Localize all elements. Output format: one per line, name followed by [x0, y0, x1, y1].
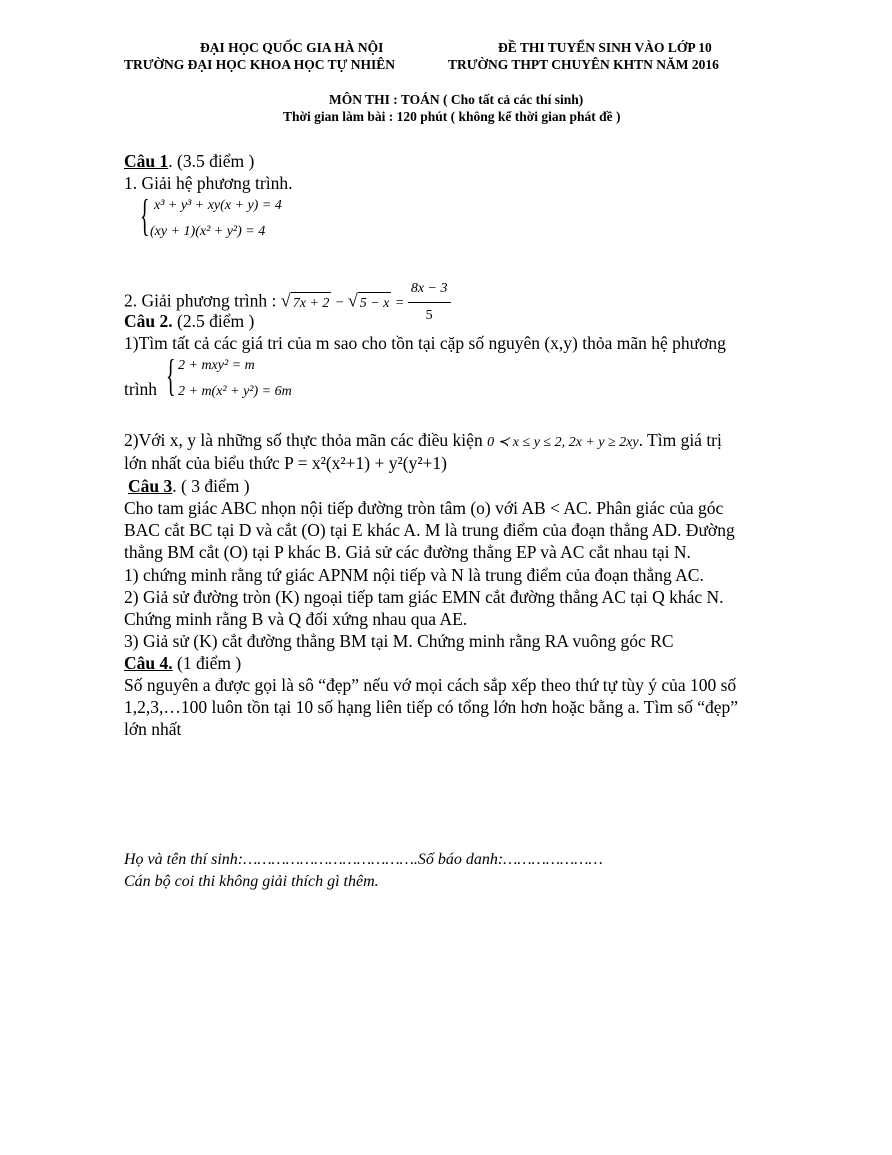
cau2-q2-condition: 0 ≺ x ≤ y ≤ 2, 2x + y ≥ 2xy [487, 435, 639, 450]
cau1-eq2: (xy + 1)(x² + y²) = 4 [150, 224, 266, 239]
cau3-line7: 3) Giả sử (K) cắt đường thẳng BM tại M. Chứng minh rằng RA vuông góc RC [124, 631, 674, 651]
cau3-line4: 1) chứng minh rằng tứ giác APNM nội tiếp và N là trung điểm của đoạn thẳng AC. [124, 565, 704, 585]
cau2-q1-line2: trình [124, 379, 158, 399]
cau1-system [140, 191, 340, 244]
cau2-title: Câu 2. [124, 311, 173, 331]
cau2-q2-line1 [124, 429, 722, 454]
header-school: TRƯỜNG THPT CHUYÊN KHTN NĂM 2016 [448, 57, 719, 72]
cau1-sqrt2: 5 − x [358, 292, 392, 315]
cau3-line3: thẳng BM cắt (O) tại P khác B. Giả sử các đường thẳng EP và AC cắt nhau tại N. [124, 542, 691, 562]
cau1-points: . (3.5 điểm ) [168, 151, 255, 171]
cau2-q2-text-a: 2)Với x, y là những số thực thỏa mãn các điều kiện [124, 430, 483, 450]
cau1-q1: 1. Giải hệ phương trình. [124, 173, 293, 193]
cau1-fraction [408, 278, 451, 327]
cau1-minus: − [331, 295, 348, 311]
cau1-frac-num: 8x − 3 [408, 278, 451, 303]
cau3-line6: Chứng minh rằng B và Q đối xứng nhau qua AE. [124, 609, 468, 629]
cau1-sqrt1: 7x + 2 [291, 292, 332, 315]
cau4-title: Câu 4. [124, 653, 173, 673]
cau2-eq1: 2 + mxy² = m [178, 358, 255, 373]
brace-icon: { [140, 191, 150, 240]
header-university: ĐẠI HỌC QUỐC GIA HÀ NỘI [200, 40, 384, 55]
cau4-heading [124, 652, 241, 674]
footer-candidate-info: Họ và tên thí sinh:……………………………….Số báo danh:………………… [124, 851, 603, 868]
cau2-eq2: 2 + m(x² + y²) = 6m [178, 384, 292, 399]
sqrt-icon: √ [347, 290, 358, 311]
header-exam-title: ĐỀ THI TUYỂN SINH VÀO LỚP 10 [498, 40, 712, 55]
cau4-line1: Số nguyên a được gọi là sô “đẹp” nếu vớ mọi cách sắp xếp theo thứ tự tùy ý của 100 số [124, 675, 737, 695]
cau2-points: (2.5 điểm ) [172, 311, 255, 331]
cau3-line1: Cho tam giác ABC nhọn nội tiếp đường tròn tâm (o) với AB < AC. Phân giác của góc [124, 498, 724, 518]
cau4-points: (1 điểm ) [172, 653, 242, 673]
header-subject: MÔN THI : TOÁN ( Cho tất cả các thí sinh) [329, 92, 584, 107]
sqrt-icon: √ [280, 290, 291, 311]
header-time: Thời gian làm bài : 120 phút ( không kể thời gian phát đề ) [283, 109, 621, 124]
cau2-q2-line2: lớn nhất của biểu thức P = x²(x²+1) + y²(y²+1) [124, 453, 448, 473]
cau2-q1-line1: 1)Tìm tất cả các giá tri của m sao cho tồn tại cặp số nguyên (x,y) thỏa mãn hệ phương [124, 333, 726, 353]
cau2-system [166, 351, 366, 404]
brace-icon: { [166, 351, 176, 400]
header-faculty: TRƯỜNG ĐẠI HỌC KHOA HỌC TỰ NHIÊN [124, 57, 396, 72]
cau4-line2: 1,2,3,…100 luôn tồn tại 10 số hạng liên tiếp có tổng lớn hơn hoặc bằng a. Tìm số “đẹp” [124, 697, 739, 717]
cau3-points: . ( 3 điểm ) [172, 476, 250, 496]
cau4-line3: lớn nhất [124, 719, 182, 739]
cau1-heading [124, 150, 254, 172]
cau1-equals: = [391, 295, 408, 311]
footer-note: Cán bộ coi thi không giải thích gì thêm. [124, 873, 379, 890]
cau3-heading [128, 475, 250, 497]
cau1-frac-den: 5 [425, 308, 433, 323]
cau2-heading [124, 310, 254, 332]
cau3-line5: 2) Giả sử đường tròn (K) ngoại tiếp tam giác EMN cắt đường thẳng AC tại Q khác N. [124, 587, 724, 607]
cau1-q2-label: 2. Giải phương trình : [124, 290, 277, 311]
cau3-line2: BAC cắt BC tại D và cắt (O) tại E khác A. M là trung điểm của đoạn thẳng AD. Đường [124, 520, 735, 540]
cau3-title: Câu 3 [128, 476, 173, 496]
cau1-title: Câu 1 [124, 151, 169, 171]
cau1-eq1: x³ + y³ + xy(x + y) = 4 [154, 198, 282, 213]
cau2-q2-text-b: . Tìm giá trị [638, 430, 722, 450]
